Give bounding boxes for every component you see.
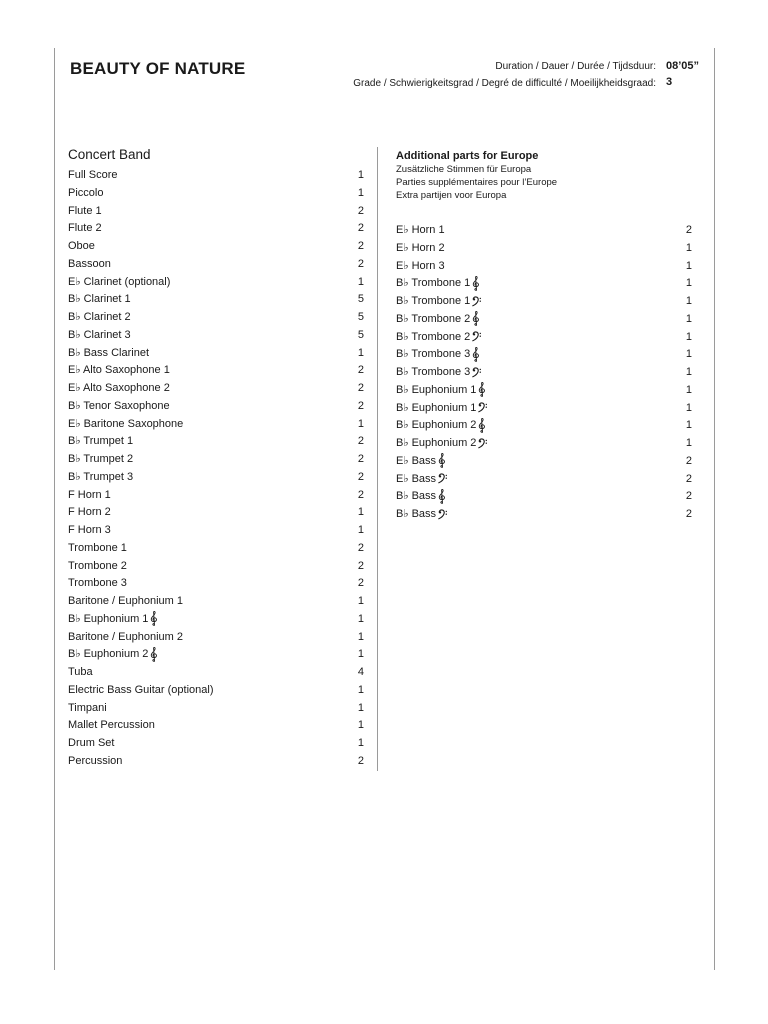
part-row bbox=[68, 203, 364, 221]
part-count: 2 bbox=[357, 364, 364, 377]
part-name bbox=[68, 682, 214, 700]
page-left-rule bbox=[54, 48, 55, 970]
part-name bbox=[396, 488, 446, 506]
part-count: 2 bbox=[357, 435, 364, 448]
part-name bbox=[68, 380, 170, 398]
part-name-text: B♭ Bass bbox=[396, 490, 437, 503]
bass-clef-icon bbox=[438, 509, 448, 520]
part-count: 2 bbox=[685, 454, 692, 467]
part-name bbox=[396, 311, 480, 329]
part-name-text: E♭ Horn 1 bbox=[396, 224, 445, 236]
part-count: 1 bbox=[357, 737, 364, 749]
part-name-text: B♭ Euphonium 1 bbox=[396, 383, 477, 396]
part-name bbox=[396, 400, 488, 418]
part-count: 1 bbox=[685, 419, 692, 432]
part-count: 2 bbox=[685, 508, 692, 520]
part-row bbox=[396, 346, 692, 364]
grade-value: 3 bbox=[666, 76, 673, 88]
concert-band-section bbox=[68, 146, 364, 771]
part-name bbox=[396, 293, 482, 311]
part-row bbox=[396, 453, 692, 471]
part-name bbox=[396, 329, 482, 347]
part-row bbox=[396, 506, 692, 524]
part-name-text: Oboe bbox=[68, 240, 95, 252]
part-name bbox=[68, 664, 93, 682]
part-row bbox=[68, 256, 364, 274]
part-name bbox=[68, 238, 95, 256]
part-name bbox=[68, 540, 127, 558]
treble-clef-icon bbox=[478, 418, 486, 433]
treble-clef-icon bbox=[150, 647, 158, 662]
part-name-text: Bassoon bbox=[68, 257, 111, 270]
part-row bbox=[396, 417, 692, 435]
treble-clef-icon bbox=[150, 611, 158, 626]
part-row bbox=[68, 220, 364, 238]
column-divider bbox=[377, 147, 378, 771]
part-row bbox=[396, 240, 692, 258]
part-name-text: Timpani bbox=[68, 701, 107, 714]
part-name-text: Trombone 1 bbox=[68, 541, 127, 554]
part-row bbox=[68, 291, 364, 309]
part-count: 2 bbox=[357, 541, 364, 554]
part-name bbox=[68, 558, 127, 576]
part-name-text: Trombone 3 bbox=[68, 577, 127, 590]
bass-clef-icon bbox=[438, 473, 448, 484]
part-name bbox=[68, 345, 149, 363]
bass-clef-icon bbox=[472, 331, 482, 342]
part-count: 1 bbox=[357, 346, 364, 359]
part-name-text: B♭ Bass Clarinet bbox=[68, 346, 149, 359]
part-name-text: E♭ Horn 2 bbox=[396, 241, 445, 254]
part-name bbox=[68, 611, 158, 629]
part-name-text: Mallet Percussion bbox=[68, 719, 155, 732]
part-name-text: B♭ Clarinet 3 bbox=[68, 328, 131, 341]
part-row bbox=[68, 167, 364, 185]
part-name-text: Baritone / Euphonium 1 bbox=[68, 595, 183, 607]
part-count: 2 bbox=[357, 382, 364, 394]
part-name-text: E♭ Horn 3 bbox=[396, 259, 445, 272]
part-count: 2 bbox=[357, 559, 364, 572]
part-name bbox=[68, 735, 114, 753]
part-count: 1 bbox=[357, 719, 364, 732]
part-name bbox=[68, 451, 133, 469]
part-name bbox=[68, 575, 127, 593]
part-name bbox=[396, 417, 486, 435]
part-count: 2 bbox=[685, 472, 692, 485]
part-row bbox=[68, 540, 364, 558]
part-name-text: B♭ Trumpet 2 bbox=[68, 453, 134, 465]
part-name bbox=[68, 416, 183, 434]
duration-value: 08’05” bbox=[666, 60, 700, 72]
part-row bbox=[396, 400, 692, 418]
part-count: 1 bbox=[685, 259, 692, 272]
europe-subheading-fr: Parties supplémentaires pour l’Europe bbox=[396, 177, 558, 188]
part-row bbox=[396, 258, 692, 276]
part-name-text: B♭ Trumpet 1 bbox=[68, 435, 134, 448]
part-name bbox=[68, 593, 183, 611]
europe-subheading-nl: Extra partijen voor Europa bbox=[396, 190, 507, 201]
part-name bbox=[396, 258, 445, 276]
part-count: 1 bbox=[357, 417, 364, 430]
part-name bbox=[68, 700, 107, 718]
part-name-text: B♭ Trombone 2 bbox=[396, 330, 471, 343]
treble-clef-icon bbox=[472, 276, 480, 291]
part-row bbox=[68, 238, 364, 256]
part-count: 5 bbox=[357, 311, 364, 323]
part-row bbox=[68, 664, 364, 682]
part-name-text: Trombone 2 bbox=[68, 559, 127, 572]
part-row bbox=[68, 345, 364, 363]
part-name-text: B♭ Clarinet 1 bbox=[68, 293, 131, 306]
part-row bbox=[68, 558, 364, 576]
europe-section bbox=[396, 149, 692, 520]
part-name-text: F Horn 3 bbox=[68, 524, 111, 536]
part-count: 5 bbox=[357, 293, 364, 306]
page-right-rule bbox=[714, 48, 715, 970]
part-count: 1 bbox=[685, 401, 692, 414]
part-name bbox=[396, 275, 480, 293]
part-row bbox=[68, 433, 364, 451]
duration-label: Duration / Dauer / Durée / Tijdsduur: bbox=[495, 61, 656, 72]
part-name-text: Drum Set bbox=[68, 737, 115, 749]
part-count: 1 bbox=[357, 630, 364, 643]
part-name-text: B♭ Tenor Saxophone bbox=[68, 399, 170, 412]
part-name bbox=[396, 364, 482, 382]
part-name bbox=[68, 274, 170, 292]
part-row bbox=[68, 717, 364, 735]
part-count: 1 bbox=[357, 169, 364, 181]
bass-clef-icon bbox=[472, 296, 482, 307]
part-count: 2 bbox=[357, 204, 364, 217]
part-name-text: B♭ Trombone 1 bbox=[396, 277, 471, 290]
part-name bbox=[68, 629, 183, 647]
part-count: 1 bbox=[357, 186, 364, 199]
part-name-text: Full Score bbox=[68, 169, 118, 181]
europe-parts-list bbox=[396, 222, 692, 524]
part-count: 1 bbox=[357, 506, 364, 519]
part-row bbox=[396, 275, 692, 293]
part-name-text: B♭ Euphonium 2 bbox=[396, 437, 477, 449]
part-row bbox=[68, 416, 364, 434]
treble-clef-icon bbox=[438, 489, 446, 504]
part-name-text: Tuba bbox=[68, 666, 93, 678]
part-row bbox=[396, 435, 692, 453]
part-name-text: B♭ Euphonium 1 bbox=[396, 401, 477, 414]
part-name bbox=[68, 220, 102, 238]
part-row bbox=[68, 362, 364, 380]
part-name bbox=[68, 717, 155, 735]
part-row bbox=[68, 380, 364, 398]
treble-clef-icon bbox=[478, 382, 486, 397]
part-name bbox=[68, 469, 133, 487]
part-name bbox=[396, 346, 480, 364]
part-row bbox=[68, 646, 364, 664]
part-count: 1 bbox=[357, 595, 364, 607]
grade-label: Grade / Schwierigkeitsgrad / Degré de difficulté / Moeilijkheidsgraad: bbox=[353, 78, 656, 89]
part-name-text: B♭ Trombone 1 bbox=[396, 295, 471, 307]
part-count: 1 bbox=[357, 275, 364, 288]
part-name-text: E♭ Bass bbox=[396, 472, 437, 485]
part-count: 2 bbox=[357, 257, 364, 270]
part-name-text: E♭ Baritone Saxophone bbox=[68, 417, 184, 430]
part-name bbox=[68, 398, 170, 416]
part-name bbox=[68, 753, 122, 771]
part-count: 1 bbox=[685, 295, 692, 307]
part-row bbox=[68, 327, 364, 345]
treble-clef-icon bbox=[472, 311, 480, 326]
part-name-text: Piccolo bbox=[68, 186, 104, 199]
treble-clef-icon bbox=[438, 453, 446, 468]
part-name bbox=[396, 506, 448, 524]
part-row bbox=[396, 471, 692, 489]
part-row bbox=[68, 487, 364, 505]
part-row bbox=[68, 593, 364, 611]
part-name bbox=[396, 240, 445, 258]
part-row bbox=[396, 488, 692, 506]
part-count: 2 bbox=[357, 470, 364, 483]
part-row bbox=[68, 575, 364, 593]
bass-clef-icon bbox=[478, 402, 488, 413]
part-name bbox=[396, 222, 445, 240]
bass-clef-icon bbox=[478, 438, 488, 449]
part-count: 2 bbox=[357, 453, 364, 465]
part-name bbox=[396, 435, 488, 453]
part-count: 2 bbox=[357, 222, 364, 235]
concert-band-heading: Concert Band bbox=[68, 147, 151, 162]
part-row bbox=[68, 469, 364, 487]
part-name-text: B♭ Trumpet 3 bbox=[68, 470, 134, 483]
part-row bbox=[396, 329, 692, 347]
part-name bbox=[68, 185, 103, 203]
part-row bbox=[68, 611, 364, 629]
part-name bbox=[396, 382, 486, 400]
part-row bbox=[68, 522, 364, 540]
part-count: 1 bbox=[685, 366, 692, 378]
part-count: 1 bbox=[357, 612, 364, 625]
part-count: 1 bbox=[685, 348, 692, 361]
part-name bbox=[68, 167, 118, 185]
part-row bbox=[396, 311, 692, 329]
part-name bbox=[396, 453, 446, 471]
part-name-text: Baritone / Euphonium 2 bbox=[68, 630, 183, 643]
part-name-text: B♭ Euphonium 2 bbox=[68, 648, 149, 661]
part-row bbox=[68, 274, 364, 292]
part-name-text: Flute 1 bbox=[68, 204, 102, 217]
piece-title: BEAUTY OF NATURE bbox=[70, 59, 246, 78]
part-count: 1 bbox=[357, 648, 364, 661]
part-name bbox=[68, 327, 131, 345]
part-name bbox=[68, 646, 158, 664]
part-count: 2 bbox=[357, 577, 364, 590]
part-name-text: F Horn 2 bbox=[68, 506, 111, 519]
europe-subheading-de: Zusätzliche Stimmen für Europa bbox=[396, 164, 532, 175]
part-count: 1 bbox=[357, 683, 364, 696]
part-count: 1 bbox=[357, 524, 364, 536]
part-count: 2 bbox=[685, 490, 692, 503]
part-name-text: B♭ Euphonium 1 bbox=[68, 612, 149, 625]
part-name-text: B♭ Trombone 2 bbox=[396, 312, 471, 325]
concert-band-parts-list bbox=[68, 167, 364, 771]
part-name bbox=[68, 203, 102, 221]
part-name-text: E♭ Alto Saxophone 1 bbox=[68, 364, 170, 377]
part-name-text: E♭ Alto Saxophone 2 bbox=[68, 382, 170, 394]
part-row bbox=[68, 309, 364, 327]
part-row bbox=[68, 629, 364, 647]
part-row bbox=[68, 682, 364, 700]
part-name bbox=[68, 362, 170, 380]
part-count: 2 bbox=[685, 224, 692, 236]
part-count: 1 bbox=[685, 312, 692, 325]
europe-heading: Additional parts for Europe bbox=[396, 150, 539, 162]
part-name-text: E♭ Clarinet (optional) bbox=[68, 275, 171, 288]
part-count: 2 bbox=[357, 488, 364, 501]
part-name bbox=[68, 433, 133, 451]
part-count: 1 bbox=[685, 437, 692, 449]
part-name-text: Flute 2 bbox=[68, 222, 102, 235]
part-count: 1 bbox=[685, 277, 692, 290]
part-name-text: B♭ Clarinet 2 bbox=[68, 311, 131, 323]
part-row bbox=[68, 504, 364, 522]
part-count: 1 bbox=[685, 330, 692, 343]
part-name-text: Electric Bass Guitar (optional) bbox=[68, 683, 214, 696]
part-name bbox=[68, 309, 131, 327]
part-count: 4 bbox=[357, 666, 364, 678]
part-count: 5 bbox=[357, 328, 364, 341]
part-name bbox=[68, 487, 111, 505]
part-name-text: E♭ Bass bbox=[396, 454, 437, 467]
part-count: 2 bbox=[357, 240, 364, 252]
part-name-text: F Horn 1 bbox=[68, 488, 111, 501]
part-name-text: B♭ Trombone 3 bbox=[396, 366, 471, 378]
part-count: 1 bbox=[357, 701, 364, 714]
part-row bbox=[68, 185, 364, 203]
part-row bbox=[68, 451, 364, 469]
part-row bbox=[396, 364, 692, 382]
bass-clef-icon bbox=[472, 367, 482, 378]
part-row bbox=[68, 398, 364, 416]
treble-clef-icon bbox=[472, 347, 480, 362]
part-name-text: B♭ Bass bbox=[396, 508, 437, 520]
part-row bbox=[396, 222, 692, 240]
part-count: 2 bbox=[357, 754, 364, 767]
part-name-text: B♭ Euphonium 2 bbox=[396, 419, 477, 432]
part-name-text: B♭ Trombone 3 bbox=[396, 348, 471, 361]
part-name bbox=[68, 256, 111, 274]
part-name bbox=[396, 471, 448, 489]
part-row bbox=[396, 382, 692, 400]
part-count: 1 bbox=[685, 241, 692, 254]
part-row bbox=[396, 293, 692, 311]
part-count: 1 bbox=[685, 383, 692, 396]
part-name bbox=[68, 504, 111, 522]
part-row bbox=[68, 700, 364, 718]
part-row bbox=[68, 735, 364, 753]
part-name bbox=[68, 291, 131, 309]
part-row bbox=[68, 753, 364, 771]
part-name bbox=[68, 522, 111, 540]
part-name-text: Percussion bbox=[68, 754, 123, 767]
part-count: 2 bbox=[357, 399, 364, 412]
